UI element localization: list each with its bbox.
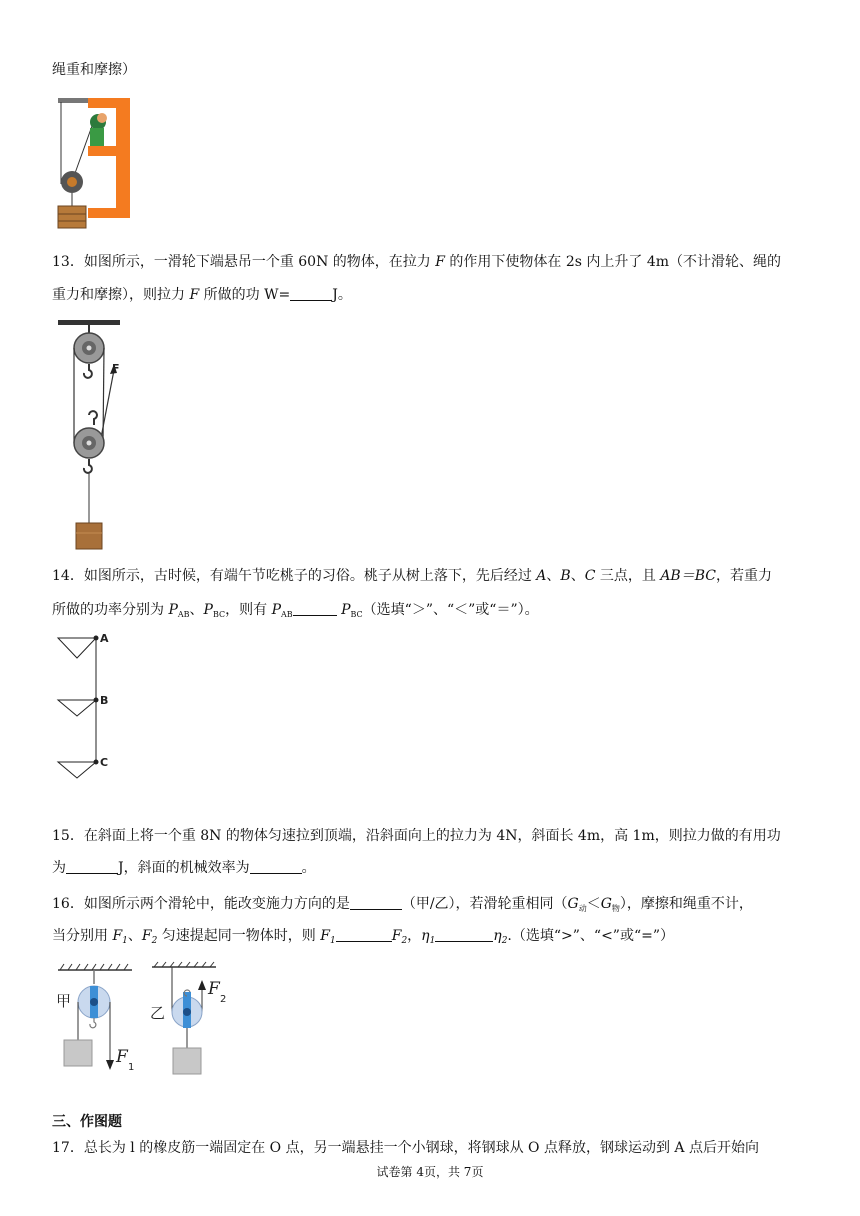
pulley-f2-label: F (208, 979, 220, 999)
q14-text-c: ，若重力 (715, 568, 772, 584)
q13-f-symbol: F (435, 254, 445, 270)
q14-answer-blank[interactable] (293, 601, 337, 616)
q15-text-a: 为 (52, 860, 66, 876)
figure-worker-pulley (54, 96, 134, 231)
q13-text-a: 13．如图所示，一滑轮下端悬吊一个重 60N 的物体，在拉力 (52, 254, 436, 270)
q16-f1: $F_1$ (112, 928, 128, 946)
q13-text-e: J。 (332, 287, 352, 303)
q16-text-b: （甲/乙），若滑轮重相同（ (401, 896, 568, 912)
q16-f1-b: $F_1$ (320, 928, 336, 946)
q14-sep-3: 、 (189, 602, 204, 618)
q16-answer-blank-2[interactable] (336, 927, 392, 942)
point-a-label: A (100, 632, 109, 645)
q14-p-bc: $P_{BC}$ (203, 602, 226, 619)
q15-line1: 15．在斜面上将一个重 8N 的物体匀速拉到顶端，沿斜面向上的拉力为 4N，斜面长 4m，高 1m，则拉力做的有用功 (52, 828, 781, 844)
q16-text-d: 当分别用 (52, 928, 113, 944)
q14-a: A (536, 568, 547, 584)
q14-line2 (52, 600, 539, 625)
page-footer: 试卷第 4页，共 7页 (376, 1165, 484, 1179)
q16-answer-blank-1[interactable] (350, 895, 402, 910)
q13-text-c: 重力和摩擦），则拉力 (52, 287, 190, 303)
figure-pulley-system (56, 318, 136, 553)
q17-line1: 17．总长为 l 的橡皮筋一端固定在 O 点，另一端悬挂一个小钢球，将钢球从 O 点释放，钢球运动到 A 点后开始向 (52, 1140, 759, 1156)
q15-text-c: 。 (301, 860, 316, 876)
q16-text-a: 16．如图所示两个滑轮中，能改变施力方向的是 (52, 896, 350, 912)
pulley-jia-label: 甲 (56, 992, 72, 1010)
figure-pulley-f-label (108, 358, 128, 378)
section-title: 三、作图题 (52, 1114, 122, 1130)
q16-eta2: $\eta_2$ (493, 928, 508, 946)
q14-sep-2: 、 (570, 568, 585, 584)
continuation-line: 绳重和摩擦） (52, 62, 136, 78)
q15-answer-blank-2[interactable] (250, 859, 302, 874)
q13-answer-blank[interactable] (290, 286, 332, 301)
q13-line1 (52, 252, 781, 272)
q16-lt: ＜ (586, 896, 601, 912)
q16-text-c: ），摩擦和绳重不计， (619, 896, 753, 912)
q16-line1 (52, 894, 753, 919)
q16-eta1: $\eta_1$ (421, 928, 436, 946)
q14-text-f: （选填“＞”、“＜”或“＝”）。 (362, 602, 539, 618)
q16-text-e: 匀速提起同一物体时，则 (157, 928, 321, 944)
q13-f-symbol-2: F (189, 287, 200, 303)
pulley-f2-sub: 2 (220, 994, 227, 1005)
figure-falling-peach (54, 630, 124, 780)
pulley-f1-label: F (116, 1047, 128, 1067)
q16-answer-blank-3[interactable] (435, 927, 493, 942)
q14-p-ab: $P_{AB}$ (168, 602, 190, 619)
q15-text-b: J，斜面的机械效率为 (118, 860, 250, 876)
q14-text-d: 所做的功率分别为 (52, 602, 169, 618)
q15-answer-blank-1[interactable] (66, 859, 118, 874)
q15-line2 (52, 858, 316, 878)
figure-two-pulleys (54, 962, 244, 1082)
q16-text-f: .（选填“>”、“<”或“=”） (507, 928, 675, 944)
pulley-f1-sub: 1 (128, 1062, 135, 1073)
q16-line2 (52, 926, 674, 951)
q14-sep-1: 、 (546, 568, 561, 584)
q14-text-b: 三点，且 (595, 568, 661, 584)
q14-b: B (560, 568, 571, 584)
q14-text-a: 14．如图所示，古时候，有端午节吃桃子的习俗。桃子从树上落下，先后经过 (52, 568, 537, 584)
pulley-f-text: F (112, 362, 120, 375)
q16-comma: ， (407, 928, 422, 944)
q14-p-bc-2: $P_{BC}$ (341, 602, 363, 619)
q14-p-ab-2: $P_{AB}$ (271, 602, 293, 619)
q14-line1 (52, 566, 772, 586)
q14-c: C (584, 568, 596, 584)
q13-line2 (52, 285, 352, 305)
q16-sep: 、 (127, 928, 142, 944)
q16-g-dong: $G_动$ (567, 896, 587, 913)
point-b-label: B (100, 694, 109, 707)
q13-text-d: 所做的功 W= (199, 287, 291, 303)
q13-text-b: 的作用下使物体在 2s 内上升了 4m（不计滑轮、绳的 (444, 254, 782, 270)
q14-ab-bc: AB＝BC (660, 568, 716, 584)
q14-text-e: ，则有 (225, 602, 272, 618)
point-c-label: C (100, 756, 109, 769)
pulley-yi-label: 乙 (150, 1004, 166, 1022)
q16-f2: $F_2$ (141, 928, 158, 946)
q16-g-wu: $G_物$ (600, 896, 620, 913)
q16-f2-b: $F_2$ (391, 928, 408, 946)
